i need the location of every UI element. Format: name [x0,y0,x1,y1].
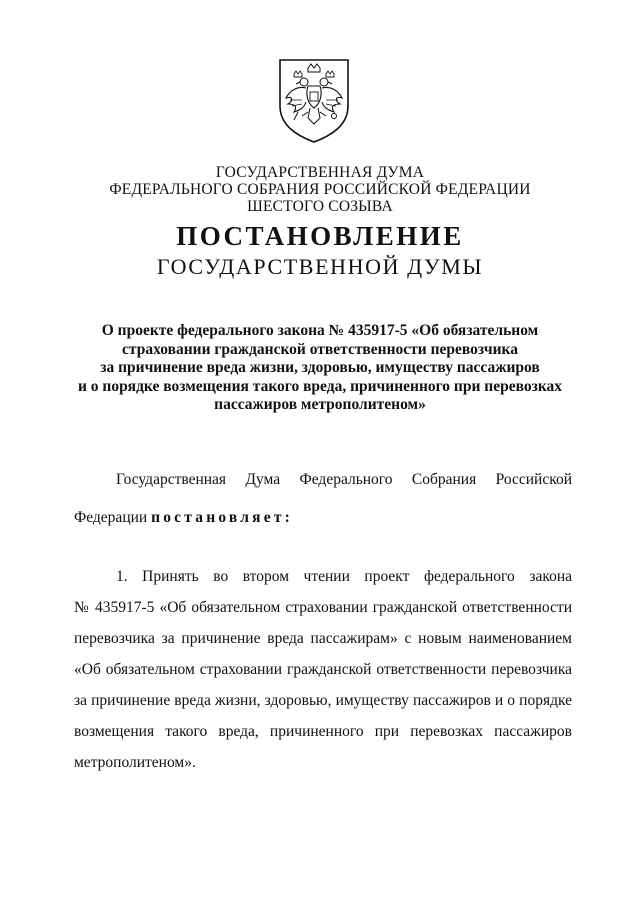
subject-line: и о порядке возмещения такого вреда, причиненного при перевозках [77,377,563,395]
subject-line: за причинение вреда жизни, здоровью, имуществу пассажиров [100,359,540,377]
subject-line: пассажиров метрополитеном» [214,396,426,414]
preamble-start: Федерации [74,509,148,526]
preamble-line [74,502,572,533]
item-line: перевозчика за причинение вреда пассажирам» с новым наименованием [74,630,572,647]
org-name-line2: ФЕДЕРАЛЬНОГО СОБРАНИЯ РОССИЙСКОЙ ФЕДЕРАЦИИ [109,181,531,198]
resolution-subject [0,322,640,415]
item-line: возмещения такого вреда, причиненного при перевозках пассажиров [74,723,572,740]
convocation: ШЕСТОГО СОЗЫВА [247,198,393,215]
decree-verb: постановляет: [151,509,293,526]
item-line: 1. Принять во втором чтении проект федерального закона [116,568,572,585]
coat-of-arms-icon [272,56,356,144]
org-name-line1: ГОСУДАРСТВЕННАЯ ДУМА [215,164,425,181]
preamble [74,464,572,533]
subject-line: страховании гражданской ответственности перевозчика [122,340,518,358]
preamble-line: Государственная Дума Федерального Собрания Российской [116,471,572,488]
item-line: № 435917-5 «Об обязательном страховании гражданской ответственности [74,599,572,616]
subject-line: О проекте федерального закона № 435917-5 «Об обязательном [101,322,539,339]
document-title: ПОСТАНОВЛЕНИЕ [176,221,464,251]
item-line: метрополитеном». [74,754,196,771]
item-1 [74,561,572,778]
item-line: «Об обязательном страховании гражданской ответственности перевозчика [74,661,572,678]
document-subtitle: ГОСУДАРСТВЕННОЙ ДУМЫ [156,254,484,279]
item-line: за причинение вреда жизни, здоровью, имуществу пассажиров и о порядке [74,692,572,709]
